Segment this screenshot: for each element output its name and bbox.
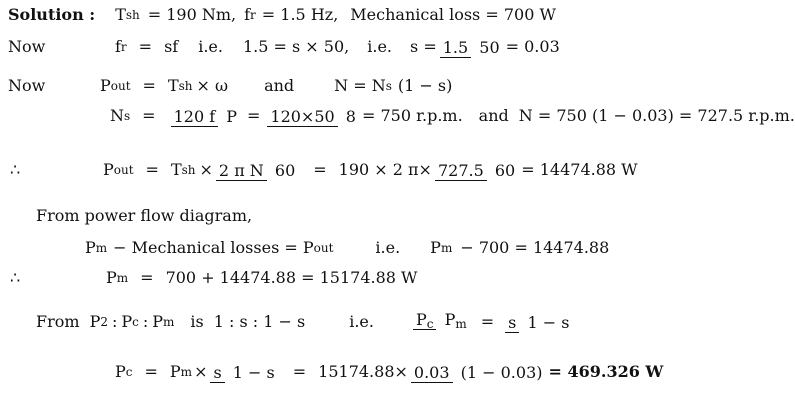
solution-line-1: Solution : T sh = 190 Nm, f r = 1.5 Hz, Mechanical loss = 700 W: [8, 5, 556, 24]
fraction-ns-values: 120×50 8: [267, 107, 359, 126]
fraction-s-ratio: s 1 − s: [505, 313, 572, 332]
now-label-1: Now: [8, 37, 46, 56]
solution-line-5: P out = T sh × 2 π N 60 = 190 × 2 π× 727.5 60 = 14474.88 W: [103, 160, 638, 180]
therefore-symbol-1: ∴: [10, 160, 21, 179]
fraction-speed: 727.5 60: [435, 161, 518, 180]
solution-line-10: P c = P m × s 1 − s = 15174.88× 0.03 (1 − 0.03) = 469.326 W: [115, 362, 664, 382]
final-answer: = 469.326 W: [548, 362, 664, 381]
solution-line-7: P m − Mechanical losses = P out i.e. P m − 700 = 14474.88: [85, 238, 610, 257]
power-flow-text: From power flow diagram,: [36, 206, 253, 225]
solution-line-4: N s = 120 f P = 120×50 8 = 750 r.p.m. and N = 750 (1 − 0.03) = 727.5 r.p.m.: [110, 106, 795, 126]
fraction-omega: 2 π N 60: [216, 161, 298, 180]
solution-line-9: From P 2 : P c : P m is 1 : s : 1 − s i.e. $P_c$ $P_m$ = s 1 − s: [36, 297, 575, 347]
solution-line-3: P out = T sh × ω and N = N s (1 − s): [100, 76, 453, 95]
fraction-pc-pm: $P_c$ $P_m$: [413, 310, 470, 334]
fraction-s-over-1-minus-s: s 1 − s: [210, 363, 277, 382]
solution-line-8: P m = 700 + 14474.88 = 15174.88 W: [106, 268, 418, 287]
therefore-symbol-2: ∴: [10, 268, 21, 287]
fraction-slip: 1.5 50: [440, 38, 503, 57]
now-label-2: Now: [8, 76, 46, 95]
fraction-slip-values: 0.03 (1 − 0.03): [411, 363, 546, 382]
solution-line-2: f r = sf i.e. 1.5 = s × 50, i.e. s = 1.5 50 = 0.03: [115, 37, 560, 57]
fraction-ns-formula: 120 f P: [171, 107, 240, 126]
solution-label: Solution :: [8, 5, 96, 24]
